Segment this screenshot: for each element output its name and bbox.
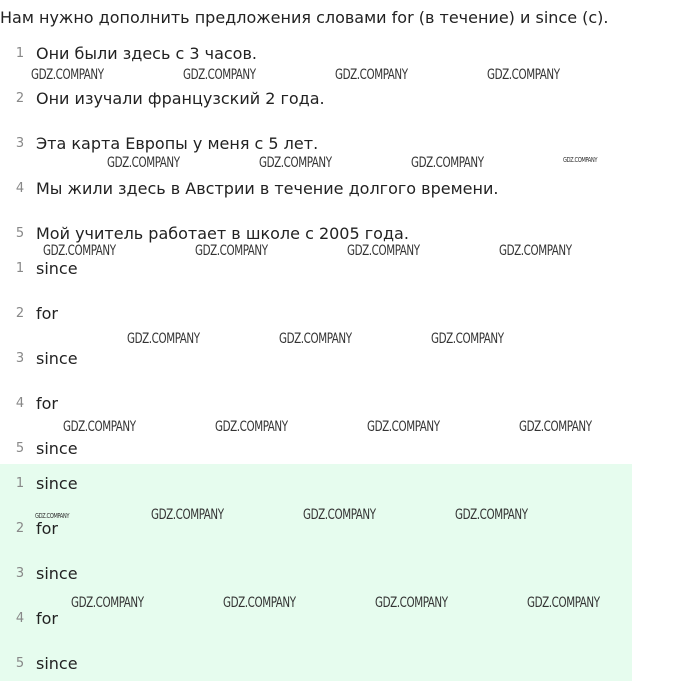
item-number: 2 [15, 91, 25, 106]
watermark: GDZ.COMPANY [107, 155, 180, 171]
watermark: GDZ.COMPANY [455, 507, 528, 523]
answer-text: since [36, 439, 78, 458]
answer-text: for [36, 394, 58, 413]
answer-number: 1 [15, 476, 25, 491]
answer-highlight-box [0, 464, 632, 681]
item-text: Эта карта Европы у меня с 5 лет. [36, 134, 319, 153]
watermark: GDZ.COMPANY [375, 595, 448, 611]
watermark: GDZ.COMPANY [279, 331, 352, 347]
item-number: 3 [15, 136, 25, 151]
watermark: GDZ.COMPANY [563, 156, 598, 164]
item-text: Они изучали французский 2 года. [36, 89, 325, 108]
answer-text: for [36, 304, 58, 323]
watermark: GDZ.COMPANY [411, 155, 484, 171]
answer-number: 4 [15, 396, 25, 411]
watermark: GDZ.COMPANY [71, 595, 144, 611]
watermark: GDZ.COMPANY [335, 67, 408, 83]
answer-number: 3 [15, 566, 25, 581]
watermark: GDZ.COMPANY [367, 419, 440, 435]
answer-number: 4 [15, 611, 25, 626]
answer-text: for [36, 609, 58, 628]
watermark: GDZ.COMPANY [183, 67, 256, 83]
watermark: GDZ.COMPANY [63, 419, 136, 435]
answer-text: since [36, 564, 78, 583]
item-text: Они были здесь с 3 часов. [36, 44, 257, 63]
watermark: GDZ.COMPANY [35, 512, 70, 520]
watermark: GDZ.COMPANY [527, 595, 600, 611]
answer-text: since [36, 349, 78, 368]
item-text: Мой учитель работает в школе с 2005 года. [36, 224, 409, 243]
answer-number: 5 [15, 656, 25, 671]
answer-text: since [36, 654, 78, 673]
watermark: GDZ.COMPANY [519, 419, 592, 435]
watermark: GDZ.COMPANY [215, 419, 288, 435]
answer-number: 3 [15, 351, 25, 366]
answer-text: since [36, 259, 78, 278]
answer-number: 2 [15, 306, 25, 321]
watermark: GDZ.COMPANY [43, 243, 116, 259]
watermark: GDZ.COMPANY [347, 243, 420, 259]
watermark: GDZ.COMPANY [487, 67, 560, 83]
watermark: GDZ.COMPANY [127, 331, 200, 347]
item-number: 1 [15, 46, 25, 61]
item-number: 5 [15, 226, 25, 241]
intro-text: Нам нужно дополнить предложения словами for (в течение) и since (с). [0, 8, 609, 27]
watermark: GDZ.COMPANY [259, 155, 332, 171]
watermark: GDZ.COMPANY [195, 243, 268, 259]
watermark: GDZ.COMPANY [431, 331, 504, 347]
watermark: GDZ.COMPANY [223, 595, 296, 611]
item-text: Мы жили здесь в Австрии в течение долгого времени. [36, 179, 499, 198]
watermark: GDZ.COMPANY [499, 243, 572, 259]
answer-number: 1 [15, 261, 25, 276]
watermark: GDZ.COMPANY [303, 507, 376, 523]
watermark: GDZ.COMPANY [31, 67, 104, 83]
answer-number: 5 [15, 441, 25, 456]
item-number: 4 [15, 181, 25, 196]
answer-text: for [36, 519, 58, 538]
watermark: GDZ.COMPANY [151, 507, 224, 523]
answer-number: 2 [15, 521, 25, 536]
answer-text: since [36, 474, 78, 493]
